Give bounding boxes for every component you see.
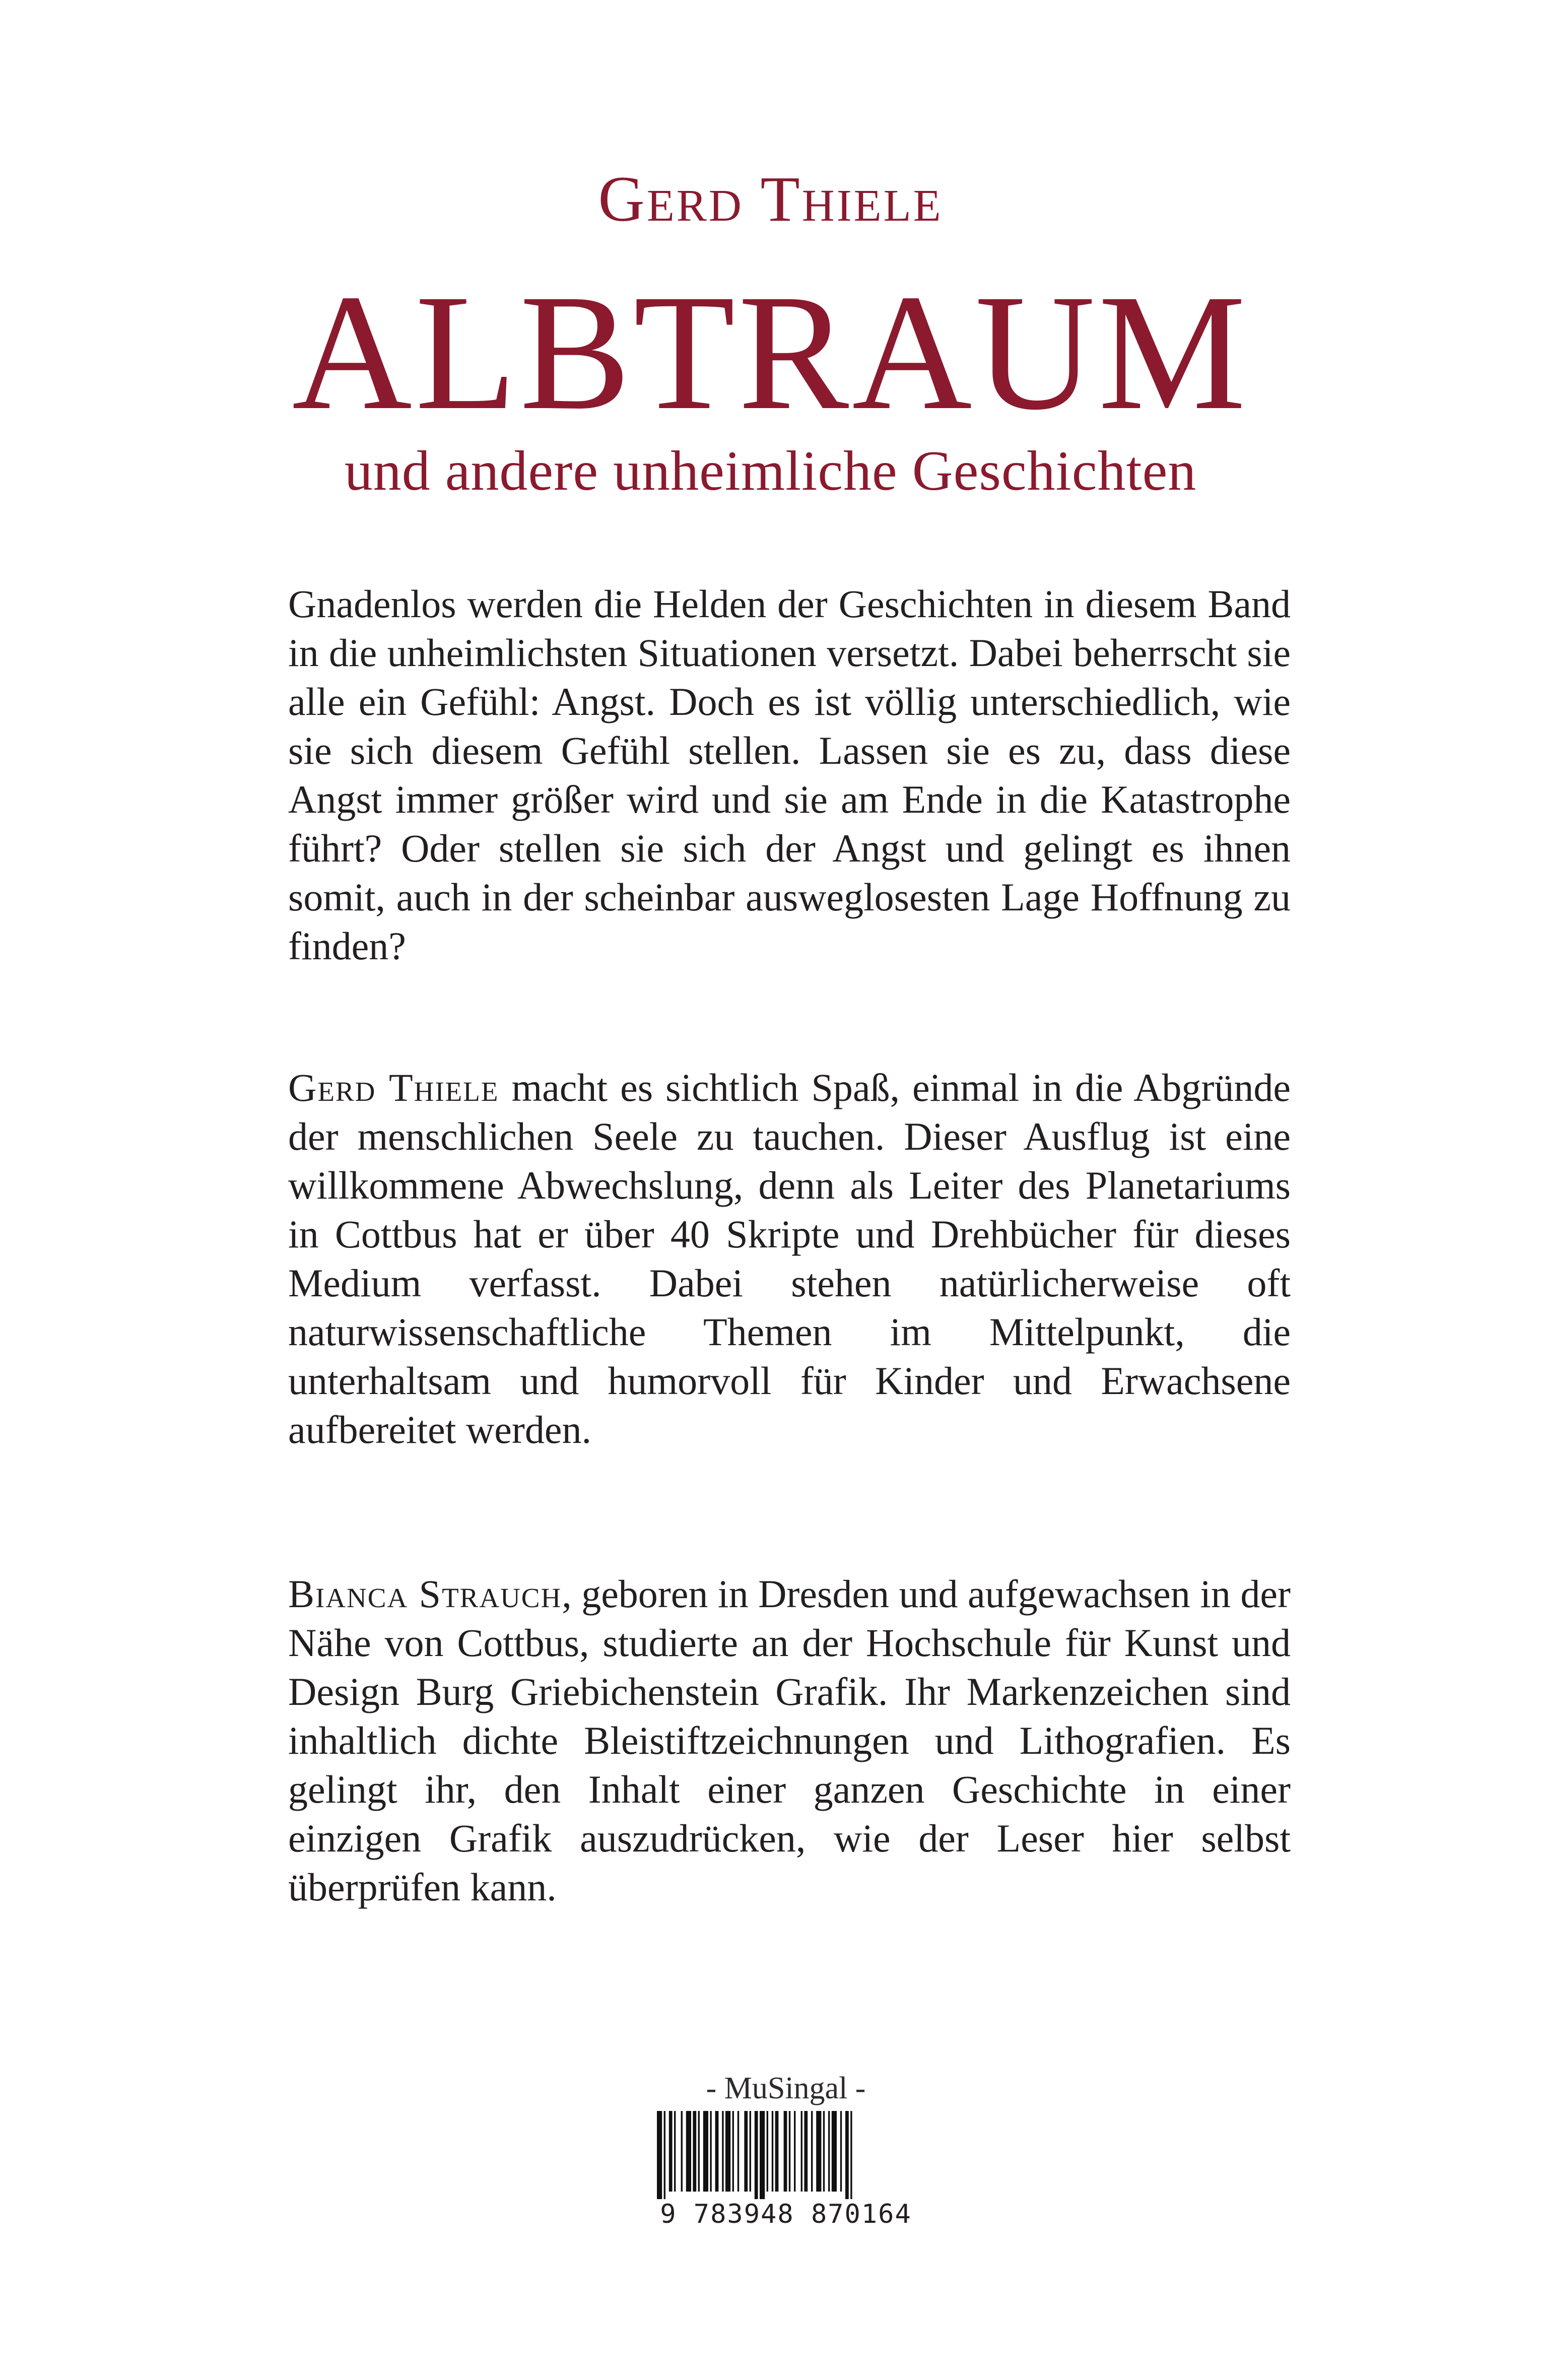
barcode-bar <box>828 2111 830 2192</box>
author-bio-text: macht es sichtlich Spaß, einmal in die Abgründe der menschlichen Seele zu tauchen. Dieser Ausflug ist eine willkommene Abwechslung, denn als Leiter des Planetariums in Cottbus hat er über 40 Skripte und Drehbücher für dieses Medium verfasst. Dabei stehen natürlicherweise oft naturwissenschaftliche Themen im Mittelpunkt, die unterhaltsam und humorvoll für Kinder und Erwachsene aufbereitet werden. <box>288 1066 1291 1451</box>
barcode-bar <box>789 2111 790 2192</box>
barcode-bar <box>715 2111 719 2192</box>
barcode-bar <box>698 2111 700 2192</box>
barcode-bar <box>775 2111 779 2192</box>
isbn-barcode-block <box>640 2071 932 2237</box>
barcode-bar <box>703 2111 708 2192</box>
barcode-bar <box>738 2111 739 2192</box>
blurb-paragraph-1-text: Gnadenlos werden die Helden der Geschichten in diesem Band in die unheimlichsten Situationen versetzt. Dabei beherrscht sie alle ein Gefühl: Angst. Doch es ist völlig unterschiedlich, wie sie sich diesem Gefühl stellen. Lassen sie es zu, dass diese Angst immer größer wird und sie am Ende in die Katastrophe führt? Oder stellen sie sich der Angst und gelingt es ihnen somit, auch in der scheinbar ausweglosesten Lage Hoffnung zu finden? <box>288 582 1291 968</box>
barcode-bar <box>725 2111 730 2192</box>
barcode-bar <box>784 2111 787 2192</box>
author-name: Gerd Thiele <box>598 163 943 235</box>
barcode-bar <box>693 2111 696 2192</box>
isbn-number: 9 783948 870164 <box>660 2199 912 2229</box>
barcode-bar <box>804 2111 808 2192</box>
barcode-bar <box>823 2111 825 2192</box>
barcode-bar <box>840 2111 842 2192</box>
book-title: ALBTRAUM <box>292 260 1249 444</box>
blurb-paragraph-3 <box>288 1569 1291 1911</box>
illustrator-bio-text: , geboren in Dresden und aufgewachsen in der Nähe von Cottbus, studierte an der Hochschule für Kunst und Design Burg Griebichenstein Grafik. Ihr Markenzeichen sind inhaltlich dichte Bleistiftzeichnungen und Lithografien. Es gelingt ihr, den Inhalt einer ganzen Geschichte in einer einzigen Grafik auszudrücken, wie der Leser hier selbst überprüfen kann. <box>288 1572 1291 1909</box>
barcode-bar <box>811 2111 813 2192</box>
barcode-bar <box>722 2111 723 2192</box>
blurb-paragraph-2 <box>288 1063 1291 1454</box>
barcode-bar <box>772 2111 773 2192</box>
barcode-bar <box>850 2111 852 2199</box>
barcode-bar <box>744 2111 748 2192</box>
barcode-bar <box>674 2111 676 2192</box>
barcode-bar <box>664 2111 665 2199</box>
book-subtitle: und andere unheimliche Geschichten <box>344 440 1197 502</box>
blurb-paragraph-1 <box>288 579 1291 970</box>
barcode-bar <box>801 2111 802 2192</box>
barcode-bar <box>755 2111 758 2199</box>
barcode-bar <box>767 2111 768 2192</box>
barcode-bar <box>794 2111 795 2192</box>
blurb-paragraph-2-text <box>288 1063 1291 1454</box>
blurb-paragraph-3-text <box>288 1569 1291 1911</box>
barcode-bar <box>710 2111 711 2192</box>
barcode-bar <box>732 2111 734 2192</box>
author-name-inline: Gerd Thiele <box>288 1066 499 1109</box>
barcode-bar <box>686 2111 691 2192</box>
barcode-bar <box>681 2111 683 2192</box>
publisher-label: - MuSingal - <box>706 2071 866 2105</box>
barcode-bar <box>750 2111 751 2192</box>
illustrator-name-inline: Bianca Strauch <box>288 1572 562 1616</box>
barcode-bar <box>816 2111 821 2192</box>
barcode-bar <box>760 2111 765 2199</box>
barcode-bar <box>657 2111 662 2199</box>
barcode-bar <box>845 2111 849 2199</box>
barcode-bar <box>832 2111 837 2192</box>
barcode-bar <box>669 2111 673 2192</box>
barcode-icon <box>655 2111 917 2199</box>
